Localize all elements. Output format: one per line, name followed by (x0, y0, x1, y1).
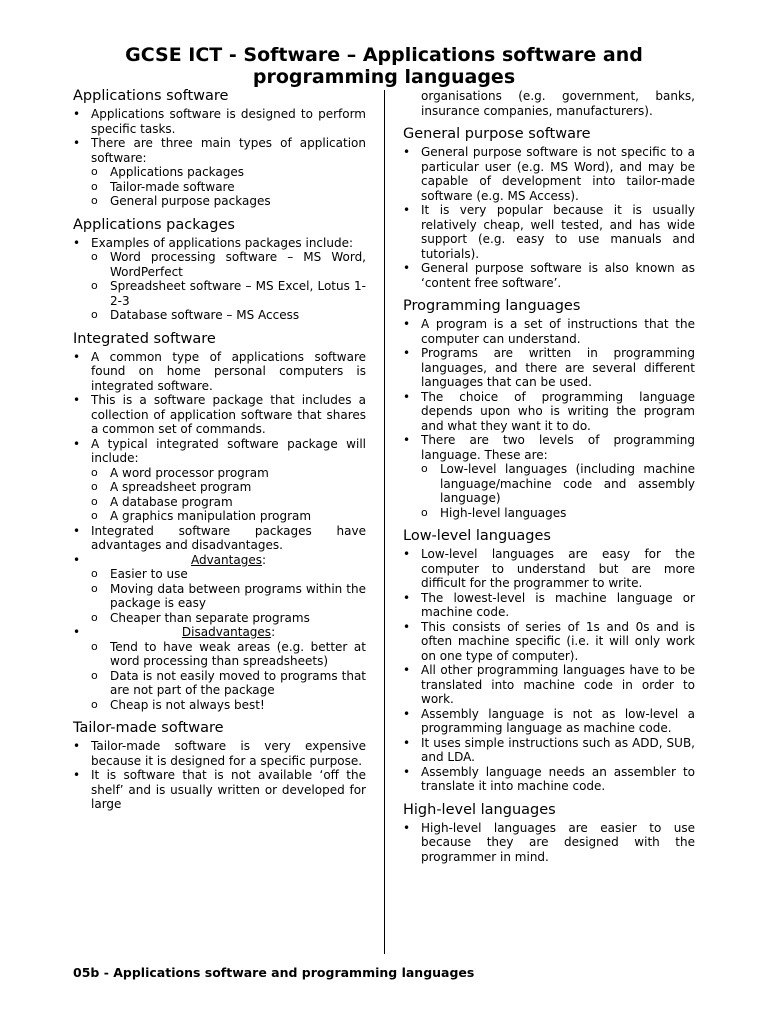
heading-high-level-languages: High-level languages (403, 801, 556, 818)
bullet-disadvantages (73, 625, 366, 640)
advantages-colon: : (261, 552, 267, 567)
bullet: • There are two levels of programming language. These are: (403, 433, 695, 462)
bullet: • All other programming languages have to be translated into machine code in order to work. (403, 663, 695, 707)
sub-bullet: o Tailor-made software (73, 180, 366, 195)
bullet: • A typical integrated software package will include: (73, 437, 366, 466)
sub-bullet: o Word processing software – MS Word, WordPerfect (73, 250, 366, 279)
sub-bullet: o A word processor program (73, 466, 366, 481)
sub-bullet: o Database software – MS Access (73, 308, 366, 323)
bullet: • Applications software is designed to perform specific tasks. (73, 107, 366, 136)
bullet: • Assembly language needs an assembler to translate it into machine code. (403, 765, 695, 794)
bullet: • Programs are written in programming languages, and there are several different languages that can be used. (403, 346, 695, 390)
bullet: • Low-level languages are easy for the computer to understand but are more difficult for the programmer to write. (403, 547, 695, 591)
section-applications-packages (73, 217, 366, 323)
bullet: • Tailor-made software is very expensive because it is designed for a specific purpose. (73, 739, 366, 768)
page-footer: 05b - Applications software and programming languages (73, 965, 475, 980)
page-title (60, 44, 708, 88)
disadvantages-label: Disadvantages (181, 625, 272, 639)
advantages-label: Advantages (190, 552, 262, 567)
sub-bullet: o Cheap is not always best! (73, 698, 366, 713)
bullet: • Examples of applications packages include: (73, 236, 366, 251)
bullet-advantages (73, 553, 366, 568)
section-high-level-languages (403, 802, 695, 865)
sub-bullet: o Spreadsheet software – MS Excel, Lotus 1-2-3 (73, 279, 366, 308)
title-line-2: programming languages (252, 66, 516, 88)
heading-general-purpose-software: General purpose software (403, 126, 591, 142)
sub-bullet: o A spreadsheet program (73, 480, 366, 495)
section-tailor-made-software (73, 720, 366, 812)
bullet: • High-level languages are easier to use because they are designed with the programmer in mind. (403, 821, 695, 865)
sub-bullet: o A database program (73, 495, 366, 510)
section-programming-languages (403, 298, 695, 520)
sub-bullet: o Cheaper than separate programs (73, 611, 366, 626)
bullet: • This consists of series of 1s and 0s and is often machine specific (i.e. it will only work on one type of computer). (403, 620, 695, 664)
sub-bullet: o Easier to use (73, 567, 366, 582)
sub-bullet: o Applications packages (73, 165, 366, 180)
section-integrated-software (73, 331, 366, 713)
heading-applications-packages: Applications packages (73, 216, 235, 233)
sub-bullet: o Data is not easily moved to programs that are not part of the package (73, 669, 366, 698)
bullet: • It uses simple instructions such as ADD, SUB, and LDA. (403, 736, 695, 765)
bullet: • The choice of programming language depends upon who is writing the program and what they want it to do. (403, 390, 695, 434)
bullet: • Assembly language is not as low-level a programming language as machine code. (403, 707, 695, 736)
sub-bullet: o Low-level languages (including machine language/machine code and assembly language) (403, 462, 695, 506)
sub-bullet: o General purpose packages (73, 194, 366, 209)
bullet: • It is software that is not available ‘off the shelf’ and is usually written or developed for large (73, 768, 366, 812)
bullet: • The lowest-level is machine language or machine code. (403, 591, 695, 620)
sub-bullet: o Moving data between programs within the package is easy (73, 582, 366, 611)
right-column (403, 89, 695, 864)
continued-text: organisations (e.g. government, banks, insurance companies, manufacturers). (421, 89, 695, 118)
bullet: • A common type of applications software found on home personal computers is integrated software. (73, 350, 366, 394)
bullet: • A program is a set of instructions that the computer can understand. (403, 317, 695, 346)
bullet: • General purpose software is not specific to a particular user (e.g. MS Word), and may be capable of development into tailor-made software (e.g. MS Access). (403, 145, 695, 203)
bullet: • There are three main types of application software: (73, 136, 366, 165)
left-column (73, 88, 366, 812)
bullet: • It is very popular because it is usually relatively cheap, well tested, and has wide support (e.g. easy to use manuals and tutorials). (403, 203, 695, 261)
heading-programming-languages: Programming languages (403, 298, 581, 314)
column-divider (384, 90, 385, 954)
heading-tailor-made-software: Tailor-made software (73, 720, 224, 736)
sub-bullet: o High-level languages (403, 506, 695, 521)
sub-bullet: o Tend to have weak areas (e.g. better at word processing than spreadsheets) (73, 640, 366, 669)
sub-bullet: o A graphics manipulation program (73, 509, 366, 524)
heading-applications-software: Applications software (73, 88, 229, 104)
section-applications-software (73, 88, 366, 209)
disadvantages-colon: : (271, 625, 276, 639)
section-general-purpose-software (403, 126, 695, 290)
heading-integrated-software: Integrated software (73, 330, 216, 347)
bullet: • Integrated software packages have advantages and disadvantages. (73, 524, 366, 553)
title-line-1: GCSE ICT - Software – Applications software and (125, 44, 643, 66)
bullet: • This is a software package that includes a collection of application software that shares a common set of commands. (73, 393, 366, 437)
section-low-level-languages (403, 528, 695, 794)
heading-low-level-languages: Low-level languages (403, 528, 551, 544)
bullet: • General purpose software is also known as ‘content free software’. (403, 261, 695, 290)
